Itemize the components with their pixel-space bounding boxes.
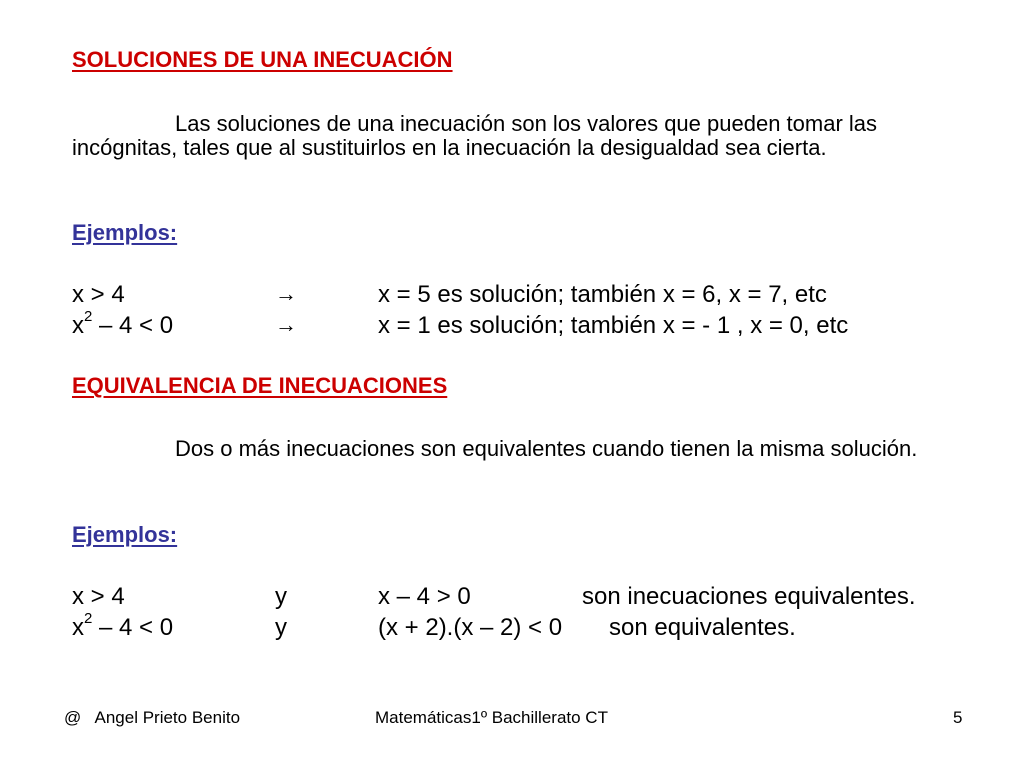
example-expression: $x^2 - 4 < 0$ (72, 308, 174, 339)
example-note: son inecuaciones equivalentes. (582, 583, 916, 610)
example-expression: x > 4 (72, 281, 125, 308)
example-expression-2: (x + 2).(x – 2) < 0 (378, 614, 563, 641)
example-row (72, 610, 952, 644)
conjunction: y (275, 583, 287, 610)
example-expression: $x^2 - 4 < 0$ (72, 610, 174, 641)
exponent: 2 (84, 610, 93, 627)
paragraph-soluciones-text: Las soluciones de una inecuación son los valores que pueden tomar las incógnitas, tales que al sustituirlos en la inecuación la desigualdad sea cierta. (72, 111, 878, 160)
examples-label-2: Ejemplos: (72, 522, 178, 547)
section-heading-soluciones: SOLUCIONES DE UNA INECUACIÓN (72, 47, 453, 72)
conjunction: y (275, 614, 287, 641)
example-result: x = 5 es solución; también x = 6, x = 7, etc (378, 281, 827, 308)
page-number: 5 (953, 708, 963, 727)
arrow-icon: → (275, 281, 297, 306)
example-expression-2: x – 4 > 0 (378, 583, 471, 610)
example-row (72, 583, 952, 613)
example-row (72, 308, 952, 342)
example-result: x = 1 es solución; también x = - 1 , x = 0, etc (378, 312, 849, 339)
section-heading-equivalencia: EQUIVALENCIA DE INECUACIONES (72, 373, 448, 398)
example-note: son equivalentes. (609, 614, 796, 641)
example-row (72, 281, 952, 311)
paragraph-equivalencia (72, 437, 952, 461)
footer-course: Matemáticas1º Bachillerato CT (375, 708, 608, 727)
exponent: 2 (84, 308, 93, 325)
paragraph-equivalencia-text: Dos o más inecuaciones son equivalentes cuando tienen la misma solución. (175, 436, 918, 461)
arrow-icon: → (275, 312, 297, 337)
footer-author: @ Angel Prieto Benito (64, 708, 241, 727)
examples-label-1: Ejemplos: (72, 220, 178, 245)
paragraph-soluciones (72, 112, 952, 160)
example-expression: x > 4 (72, 583, 125, 610)
